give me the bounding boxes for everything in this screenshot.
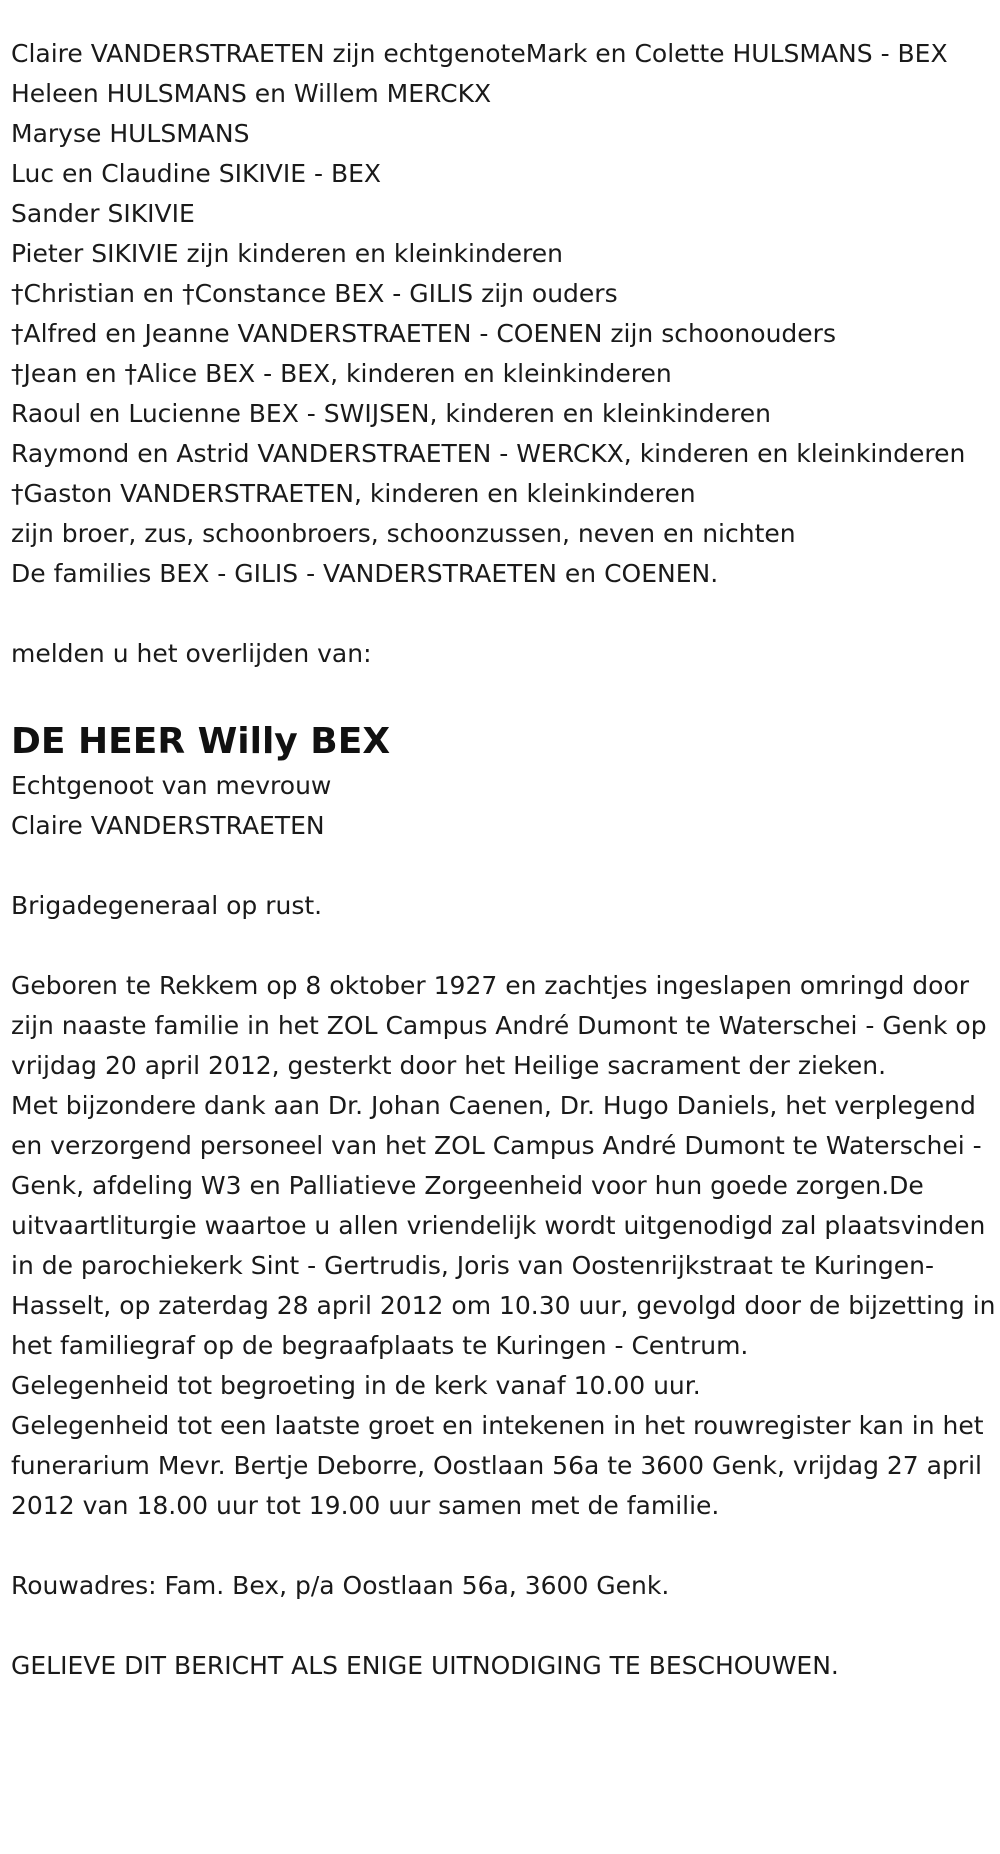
family-line: †Jean en †Alice BEX - BEX, kinderen en kleinkinderen xyxy=(11,359,672,388)
family-line: Pieter SIKIVIE zijn kinderen en kleinkinderen xyxy=(11,239,563,268)
rank-text: Brigadegeneraal op rust. xyxy=(11,891,323,920)
family-line: Luc en Claudine SIKIVIE - BEX xyxy=(11,159,382,188)
spacer xyxy=(11,926,996,966)
last-farewell-paragraph: Gelegenheid tot een laatste groet en intekenen in het rouwregister kan in het funerarium Mevr. Bertje Deborre, Oostlaan 56a te 3600 Genk, vrijdag 27 april 2012 van 18.00 uur tot 19.00 uur samen met de familie. xyxy=(11,1411,984,1520)
family-line: Sander SIKIVIE xyxy=(11,199,195,228)
thanks-funeral-paragraph: Met bijzondere dank aan Dr. Johan Caenen, Dr. Hugo Daniels, het verplegend en verzorgend personeel van het ZOL Campus André Dumont te Waterschei - Genk, afdeling W3 en Palliatieve Zorgeenheid voor hun goede zorgen.De uitvaartliturgie waartoe u allen vriendelijk wordt uitgenodigd zal plaatsvinden in de parochiekerk Sint - Gertrudis, Joris van Oostenrijkstraat te Kuringen-Hasselt, op zaterdag 28 april 2012 om 10.30 uur, gevolgd door de bijzetting in het familiegraf op de begraafplaats te Kuringen - Centrum. xyxy=(11,1091,996,1360)
announcement-text: melden u het overlijden van: xyxy=(11,639,372,668)
spacer xyxy=(11,674,996,718)
family-line: †Alfred en Jeanne VANDERSTRAETEN - COENEN zijn schoonouders xyxy=(11,319,836,348)
closing-notice: GELIEVE DIT BERICHT ALS ENIGE UITNODIGING TE BESCHOUWEN. xyxy=(11,1651,839,1680)
spouse-line: Echtgenoot van mevrouw xyxy=(11,771,332,800)
spacer xyxy=(11,1526,996,1566)
mourning-address: Rouwadres: Fam. Bex, p/a Oostlaan 56a, 3600 Genk. xyxy=(11,1571,670,1600)
family-line: Raymond en Astrid VANDERSTRAETEN - WERCKX, kinderen en kleinkinderen xyxy=(11,439,966,468)
family-line: Claire VANDERSTRAETEN zijn echtgenoteMark en Colette HULSMANS - BEX xyxy=(11,39,948,68)
greeting-paragraph: Gelegenheid tot begroeting in de kerk vanaf 10.00 uur. xyxy=(11,1371,701,1400)
family-line: Heleen HULSMANS en Willem MERCKX xyxy=(11,79,492,108)
family-list xyxy=(11,34,996,594)
family-line: zijn broer, zus, schoonbroers, schoonzussen, neven en nichten xyxy=(11,519,796,548)
family-line: †Christian en †Constance BEX - GILIS zijn ouders xyxy=(11,279,618,308)
spouse-name: Claire VANDERSTRAETEN xyxy=(11,811,325,840)
spacer xyxy=(11,846,996,886)
family-line: De families BEX - GILIS - VANDERSTRAETEN en COENEN. xyxy=(11,559,719,588)
family-line: Raoul en Lucienne BEX - SWIJSEN, kinderen en kleinkinderen xyxy=(11,399,772,428)
spacer xyxy=(11,594,996,634)
deceased-name: DE HEER Willy BEX xyxy=(11,721,391,762)
family-line: †Gaston VANDERSTRAETEN, kinderen en kleinkinderen xyxy=(11,479,696,508)
birth-death-paragraph: Geboren te Rekkem op 8 oktober 1927 en zachtjes ingeslapen omringd door zijn naaste familie in het ZOL Campus André Dumont te Waterschei - Genk op vrijdag 20 april 2012, gesterkt door het Heilige sacrament der zieken. xyxy=(11,971,987,1080)
spacer xyxy=(11,1606,996,1646)
family-line: Maryse HULSMANS xyxy=(11,119,250,148)
